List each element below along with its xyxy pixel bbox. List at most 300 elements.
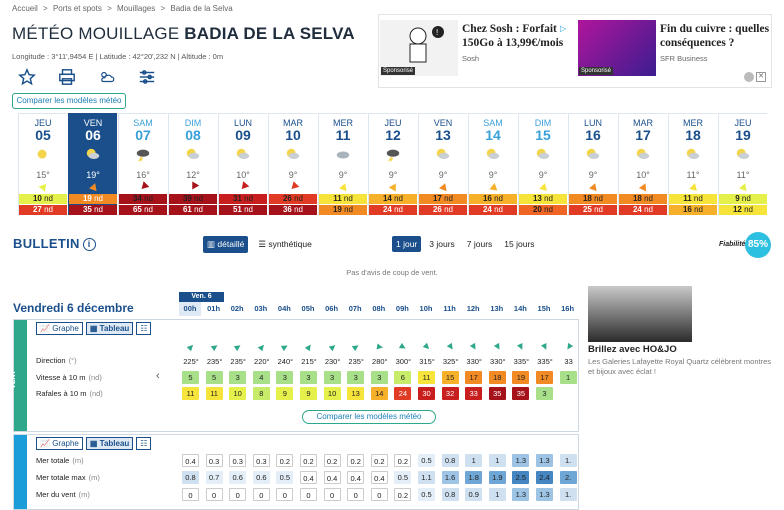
day-wind: 26 nd [269,194,317,204]
wind-gust-cell: 10 [324,387,341,400]
day-number: 16 [585,127,601,143]
wind-gust-cell: 11 [206,387,223,400]
direction-arrow-icon [305,343,313,351]
ad-image-galeries[interactable] [588,286,692,342]
sea-value-cell: 2. [560,471,577,484]
direction-value: 280° [372,357,388,366]
compare-models-button-2[interactable]: Comparer les modèles météo [302,410,436,424]
direction-arrow-icon [376,344,383,351]
wind-section [9,319,579,432]
wind-side-text: VENT [9,369,17,389]
cloud-sun-icon [85,147,101,163]
sea-table-tab[interactable]: ▦ Tableau [86,437,133,450]
sea-value-cell: 1.9 [489,471,506,484]
hour-header: 03h [254,304,268,313]
close-icon[interactable]: ✕ [756,72,766,82]
sea-value-cell: 1. [560,488,577,501]
direction-arrow-icon [352,343,360,351]
day-card[interactable] [368,113,417,215]
cloud-sun-icon [635,147,651,163]
direction-arrow-icon [564,343,572,351]
day-card[interactable] [568,113,617,215]
gale-notice: Pas d'avis de coup de vent. [346,268,438,277]
sea-value-cell: 1.3 [512,454,529,467]
day-card[interactable] [668,113,717,215]
wind-arrow-icon [539,182,549,191]
day-gust: 24 nd [369,205,417,215]
ad-source: SFR Business [660,54,708,63]
direction-arrow-icon [234,343,242,351]
label-text: Mer totale [36,456,70,465]
sea-value-cell: 0.4 [182,454,199,467]
direction-value: 330° [466,357,482,366]
day-number: 18 [685,127,701,143]
direction-value: 230° [324,357,341,366]
ad-info-icon[interactable] [744,72,754,82]
direction-value: 235° [206,357,223,366]
sea-value-cell: 0.4 [347,471,364,484]
sea-value-cell: 0.2 [324,454,341,467]
label-unit: (nd) [89,389,103,398]
label-text: Rafales à 10 m [36,389,87,398]
day-number: 12 [385,127,401,143]
wind-speed-cell: 11 [418,371,435,384]
direction-arrow-icon [399,343,407,351]
day-temp: 11° [686,170,700,180]
sea-value-cell: 0 [276,488,293,501]
range-selector [392,236,539,252]
toolbar [18,68,156,86]
day-card[interactable] [618,113,667,215]
gust-label [36,389,103,398]
day-temp: 9° [388,170,398,180]
reliability-badge: 85% [745,232,771,258]
day-temp: 11° [736,170,750,180]
day-card[interactable] [318,113,367,215]
day-temp: 9° [438,170,448,180]
day-name: MER [333,118,353,128]
day-temp: 9° [588,170,598,180]
sea-value-cell: 1.3 [536,454,553,467]
day-gust: 24 nd [619,205,667,215]
breadcrumb-current: Badia de la Selva [170,4,233,13]
wind-speed-cell: 17 [536,371,553,384]
sea-value-cell: 0 [229,488,246,501]
hour-header: 16h [561,304,575,313]
direction-arrow-icon [258,343,266,351]
wind-settings-icon[interactable]: ☷ [136,322,151,335]
breadcrumb-sep: > [43,4,48,13]
settings-sliders-icon[interactable] [138,68,156,86]
direction-arrow-icon [541,343,549,351]
direction-label [36,356,77,365]
hour-header: 09h [395,304,409,313]
sea-value-cell: 0.5 [418,488,435,501]
wind-speed-cell: 19 [512,371,529,384]
breadcrumb-ports[interactable]: Ports et spots [52,4,102,13]
day-card[interactable] [168,113,217,215]
label-unit: (°) [68,356,77,365]
sea-value-cell: 0 [347,488,364,501]
direction-value: 240° [277,357,294,366]
direction-arrow-icon [328,343,336,351]
breadcrumb-sep: > [160,4,166,13]
hour-header: 12h [466,304,480,313]
direction-arrow-icon [494,343,502,351]
wind-arrow-icon [339,182,349,191]
synthetic-view-button[interactable]: ☰ synthétique [258,239,312,249]
label-text: Mer du vent [36,490,76,499]
sea-value-cell: 1 [489,488,506,501]
ad-title[interactable]: Chez Sosh : Forfait 150Go à 13,99€/mois [462,23,564,49]
ad-side-title[interactable]: Brillez avec HO&JO [588,344,677,355]
cloud-icon [335,147,351,163]
direction-value: 33 [564,357,573,366]
wind-arrow-icon [189,181,199,191]
direction-value: 330° [490,357,506,366]
day-name: LUN [233,118,252,128]
day-card[interactable] [18,113,67,215]
wind-speed-cell: 5 [206,371,223,384]
wind-gust-cell: 24 [394,387,411,400]
sea-value-cell: 0 [324,488,341,501]
day-number: 13 [435,127,451,143]
cloud-sun-icon [235,147,251,163]
direction-value: 300° [395,357,412,366]
day-wind: 19 nd [69,194,117,204]
sea-value-cell: 0.3 [229,454,246,467]
direction-arrow-icon [281,343,289,351]
star-icon[interactable] [18,68,36,86]
day-name: VEN [433,118,453,128]
day-gust: 35 nd [69,205,117,215]
sea-value-cell: 0.2 [394,454,411,467]
sea-value-cell: 0.4 [324,471,341,484]
day-wind: 31 nd [219,194,267,204]
day-number: 09 [235,127,251,143]
direction-value: 325° [442,357,459,366]
day-card[interactable] [68,113,117,215]
day-card[interactable] [118,113,167,215]
day-tab[interactable]: Ven. 6 [179,292,224,302]
day-number: 06 [85,127,101,143]
day-gust: 12 nd [719,205,767,215]
day-wind: 39 nd [169,194,217,204]
synthetic-label: synthétique [268,239,312,249]
direction-value: 315° [419,357,435,366]
day-card[interactable] [218,113,267,215]
hour-header: 08h [372,304,386,313]
detailed-label: détaillé [217,239,245,249]
day-wind: 18 nd [619,194,667,204]
hour-header: 05h [301,304,315,313]
day-wind: 18 nd [569,194,617,204]
wind-speed-cell: 5 [182,371,199,384]
label-unit: (m) [88,473,100,482]
wind-speed-cell: 3 [229,371,246,384]
wind-gust-cell: 30 [418,387,435,400]
day-number: 17 [635,127,651,143]
sea-value-cell: 0.4 [371,471,388,484]
sea-value-cell: 1 [465,454,482,467]
sea-value-cell: 0 [300,488,317,501]
wind-gust-cell: 3 [536,387,553,400]
direction-value: 225° [183,357,199,366]
day-wind: 17 nd [419,194,467,204]
label-text: Vitesse à 10 m [36,373,86,382]
direction-value: 235° [230,357,246,366]
day-name: DIM [184,118,202,128]
wind-table-tab[interactable]: ▦ Tableau [86,322,133,335]
sea-value-cell: 0.7 [206,471,223,484]
day-number: 10 [285,127,301,143]
sea-graph-tab[interactable]: 📈 Graphe [36,437,83,450]
sea-value-cell: 0 [206,488,223,501]
day-gust: 27 nd [19,205,67,215]
day-name: JEU [734,118,752,128]
day-gust: 19 nd [319,205,367,215]
hour-header: 14h [513,304,527,313]
storm-icon [135,147,151,163]
hour-header: 02h [230,304,244,313]
day-temp: 10° [236,170,250,180]
day-name: JEU [34,118,52,128]
sea-value-cell: 0.2 [276,454,293,467]
sea-value-cell: 0 [182,488,199,501]
day-gust: 25 nd [569,205,617,215]
wind-speed-cell: 18 [489,371,506,384]
direction-value: 335° [513,357,530,366]
day-temp: 16° [136,170,150,180]
wind-gust-cell: 10 [229,387,246,400]
wind-speed-cell: 6 [394,371,411,384]
day-gust: 51 nd [219,205,267,215]
sea-value-cell: 1.3 [536,488,553,501]
wind-gust-cell: 32 [442,387,459,400]
wind-arrow-icon [289,181,300,192]
ad-title[interactable]: Fin du cuivre : quelles conséquences ? [660,23,770,49]
range-3-days[interactable]: 3 jours [429,239,455,249]
wind-gust-cell: 8 [253,387,270,400]
day-temp: 9° [488,170,498,180]
wind-graph-tab[interactable]: 📈 Graphe [36,322,83,335]
view-toggle [203,236,312,253]
sea-value-cell: 0.5 [394,471,411,484]
sea-value-cell: 0.5 [418,454,435,467]
sea-value-cell: 2.5 [512,471,529,484]
hour-header: 06h [325,304,339,313]
sea-value-cell: 0.9 [465,488,482,501]
direction-value: 335° [537,357,553,366]
sea-value-cell: 2.4 [536,471,553,484]
forecast-days-strip [18,113,766,215]
sea-value-cell: 0.2 [347,454,364,467]
day-gust: 16 nd [669,205,717,215]
day-name: VEN [83,118,103,128]
sea-value-cell: 0.2 [300,454,317,467]
sea-settings-icon[interactable]: ☷ [136,437,151,450]
bulletin-title [13,236,96,251]
sea-value-cell: 0.8 [442,454,459,467]
wind-arrow-icon [89,182,99,191]
day-temp: 10° [636,170,650,180]
day-temp: 12° [186,170,200,180]
hour-header: 13h [490,304,504,313]
wind-speed-cell: 15 [442,371,459,384]
detailed-view-button[interactable]: ▥ détaillé [203,236,248,253]
day-gust: 36 nd [269,205,317,215]
sea-value-cell: 0.5 [276,471,293,484]
day-number: 11 [335,127,351,143]
wind-arrow-icon [139,181,150,192]
compare-models-button[interactable]: Comparer les modèles météo [12,93,126,109]
day-temp: 19° [86,170,100,180]
day-number: 14 [485,127,501,143]
sea-section [13,434,579,510]
day-gust: 61 nd [169,205,217,215]
tab-label: Tableau [99,439,130,448]
sea-value-cell: 0 [253,488,270,501]
wind-speed-cell: 3 [371,371,388,384]
direction-arrow-icon [423,343,431,351]
sea-value-cell: 0.3 [253,454,270,467]
wind-gust-cell: 9 [276,387,293,400]
sea-value-cell: 0.6 [229,471,246,484]
day-wind: 10 nd [19,194,67,204]
storm-icon [385,147,401,163]
sea-value-cell: 0.3 [206,454,223,467]
breadcrumb-sep: > [107,4,112,13]
wind-gust-cell: 33 [465,387,482,400]
direction-arrow-icon [446,343,454,351]
range-15-days[interactable]: 15 jours [504,239,535,249]
ad-source: Sosh [462,54,480,63]
sea-value-cell: 0.4 [300,471,317,484]
sea-value-cell: 0 [371,488,388,501]
weather-icon[interactable] [98,68,116,86]
day-wind: 13 nd [519,194,567,204]
wind-speed-cell: 4 [253,371,270,384]
day-card[interactable] [418,113,467,215]
wind-speed-cell: 3 [276,371,293,384]
wind-arrow-icon [589,182,599,191]
wind-arrow-icon [489,182,498,190]
cloud-sun-icon [535,147,551,163]
sea-value-cell: 0.6 [253,471,270,484]
wind-arrow-icon [639,182,649,192]
day-card[interactable] [518,113,567,215]
wind-arrow-icon [39,181,50,192]
title-name: BADIA DE LA SELVA [184,24,355,43]
hour-header: 15h [537,304,551,313]
hour-header: 07h [348,304,362,313]
sea-value-cell: 1.3 [512,488,529,501]
label-unit: (m) [72,456,84,465]
sea-value-cell: 1.8 [465,471,482,484]
page-title [12,24,355,44]
day-temp: 9° [538,170,548,180]
hour-header: 04h [277,304,291,313]
print-icon[interactable] [58,68,76,86]
direction-arrow-icon [517,343,525,351]
cloud-sun-icon [285,147,301,163]
sea-value-cell: 1.1 [418,471,435,484]
direction-arrow-icon [470,343,478,351]
day-temp: 9° [288,170,298,180]
sea-value-cell: 0.8 [442,488,459,501]
range-1-day[interactable]: 1 jour [392,236,421,252]
ad-side-text: Les Galeries Lafayette Royal Quartz célèbrent montres et bijoux avec éclat ! [588,357,772,376]
svg-text:!: ! [436,28,439,37]
tab-label: Tableau [99,324,130,333]
day-gust: 24 nd [469,205,517,215]
wind-speed-cell: 3 [300,371,317,384]
breadcrumb-home[interactable]: Accueil [12,4,38,13]
tab-label: Graphe [52,439,79,448]
wind-arrow-icon [389,181,399,191]
direction-value: 215° [301,357,317,366]
wind-tabs [36,322,151,335]
cloud-sun-icon [435,147,451,163]
day-gust: 20 nd [519,205,567,215]
title-prefix: MÉTÉO MOUILLAGE [12,24,185,43]
direction-value: 235° [348,357,364,366]
hour-header: 10h [419,304,433,313]
sea-value-cell: 1.6 [442,471,459,484]
day-number: 05 [35,127,51,143]
day-card[interactable] [468,113,517,215]
wind-speed-cell: 3 [324,371,341,384]
sea-row-label [36,490,90,499]
wind-gust-cell: 35 [489,387,506,400]
wind-arrow-icon [439,182,449,191]
sea-value-cell: 0.2 [394,488,411,501]
wind-arrow-icon [739,182,749,191]
cloud-sun-icon [185,147,201,163]
breadcrumb-mouillages[interactable]: Mouillages [117,4,156,13]
bulletin-label: BULLETIN [13,236,80,251]
wind-speed-cell: 3 [347,371,364,384]
scroll-left-icon[interactable]: ‹ [156,370,160,382]
day-gust: 26 nd [419,205,467,215]
day-wind: 11 nd [669,194,717,204]
day-card[interactable] [718,113,767,215]
direction-arrow-icon [210,343,218,351]
day-name: SAM [133,118,153,128]
cloud-sun-icon [485,147,501,163]
cloud-sun-icon [735,147,751,163]
wind-side-label [9,320,27,431]
hour-header: 00h [179,302,201,316]
sea-value-cell: 1 [489,454,506,467]
day-wind: 14 nd [369,194,417,204]
direction-value: 220° [254,357,270,366]
adchoices-icon[interactable]: ▷ [560,24,567,33]
day-temp: 9° [338,170,348,180]
day-wind: 16 nd [469,194,517,204]
info-icon[interactable]: i [83,238,96,251]
day-card[interactable] [268,113,317,215]
ad-sponsored-badge: Sponsorisé [383,68,414,74]
label-text: Mer totale max [36,473,86,482]
sea-row-label [36,456,84,465]
day-number: 07 [135,127,151,143]
wind-speed-cell: 17 [465,371,482,384]
speed-label [36,373,102,382]
wind-gust-cell: 14 [371,387,388,400]
day-number: 15 [535,127,551,143]
range-7-days[interactable]: 7 jours [466,239,493,249]
